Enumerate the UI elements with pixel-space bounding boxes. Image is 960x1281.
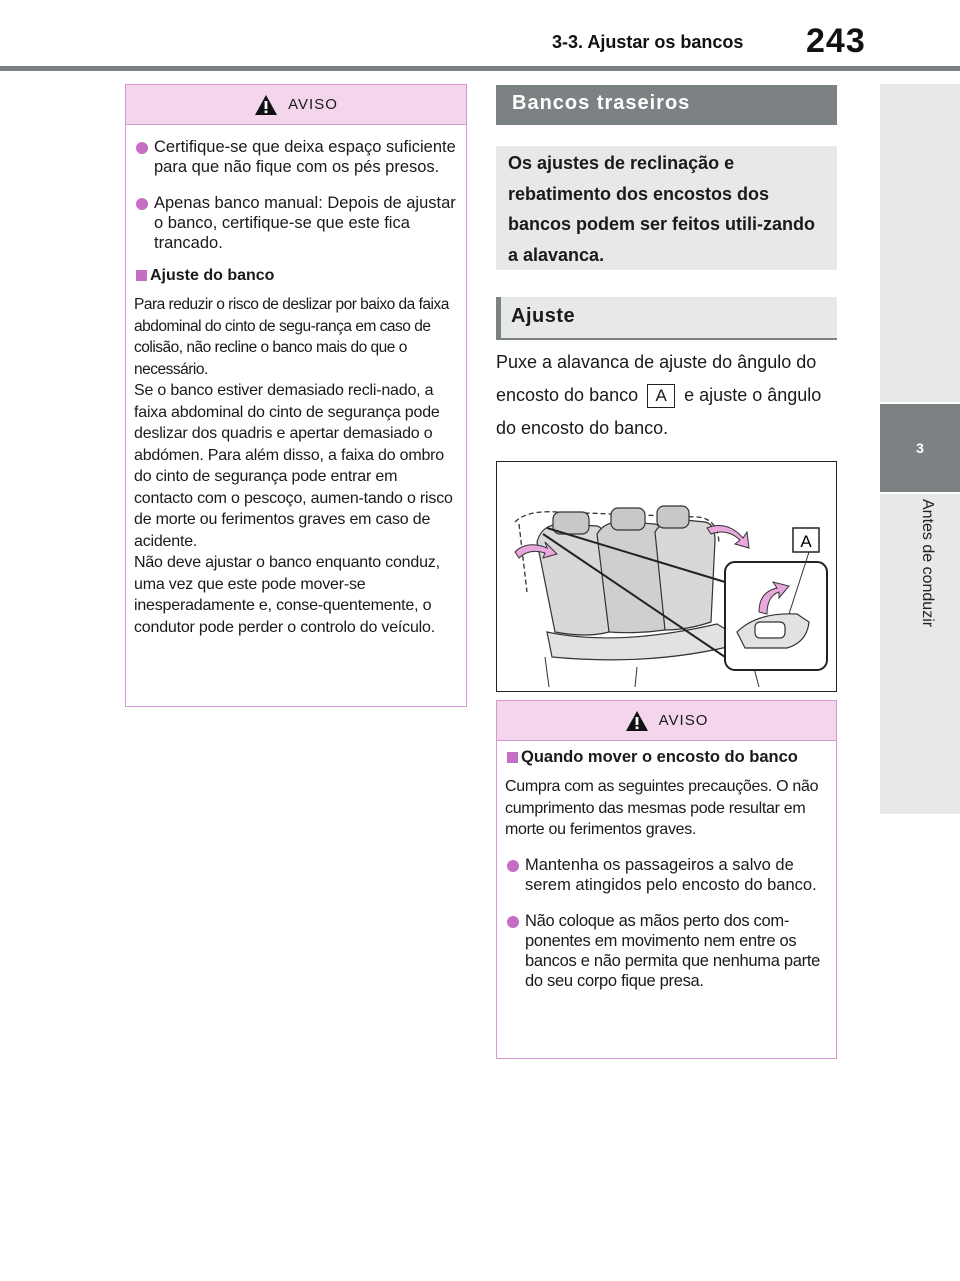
warning-header [497, 701, 836, 741]
warning-paragraph: Para reduzir o risco de deslizar por baixo da faixa abdominal do cinto de segu-rança em caso de colisão, não recline o banco mais do que o necessário. [134, 296, 449, 378]
warning-header [126, 85, 466, 125]
warning-title: AVISO [288, 96, 338, 113]
instruction-text-part: e ajuste o ângulo do encosto do banco. [496, 385, 822, 438]
warning-subheading: Quando mover o encosto do banco [505, 747, 828, 768]
instruction-text-part: Puxe a alavanca de ajuste do ângulo do encosto do banco [496, 352, 817, 405]
chapter-title: Antes de conduzir [919, 499, 936, 628]
right-warning-box [496, 700, 837, 1059]
warning-triangle-icon [254, 94, 278, 116]
instruction-text [496, 346, 841, 445]
section-title: 3-3. Ajustar os bancos [552, 32, 744, 52]
rear-seat-illustration [496, 461, 837, 692]
warning-paragraph: Se o banco estiver demasiado recli-nado, a faixa abdominal do cinto de segurança pode deslizar dos quadris e apertar demasiado o abdómen. Para além disso, a faixa do ombro do cinto de segurança pode entrar em contacto com o pescoço, aumen-tando o risco de morte ou ferimentos graves em caso de acidente. [134, 382, 453, 550]
warning-paragraph: Cumpra com as seguintes precauções. O não cumprimento das mesmas pode resultar em morte ou ferimentos graves. [505, 778, 819, 838]
header-rule [0, 66, 960, 71]
warning-bullet: Apenas banco manual: Depois de ajustar o banco, certifique-se que este fica trancado. [134, 193, 458, 253]
subsection-heading: Ajuste [496, 297, 837, 340]
warning-triangle-icon [625, 710, 649, 732]
warning-bullet: Certifique-se que deixa espaço suficiente para que não fique com os pés presos. [134, 137, 458, 177]
warning-title: AVISO [658, 712, 709, 729]
left-warning-box [125, 84, 467, 707]
chapter-side-tab [880, 84, 960, 1184]
warning-paragraph: Não deve ajustar o banco enquanto conduz, uma vez que este pode mover-se inesperadamente e, conse-quentemente, o condutor pode perder o controlo do veículo. [134, 554, 440, 636]
warning-subheading: Ajuste do banco [134, 265, 458, 286]
warning-bullet: Não coloque as mãos perto dos com-ponentes em movimento nem entre os bancos e não permita que nenhuma parte do seu corpo fique presa. [505, 911, 828, 991]
section-heading: Bancos traseiros [496, 85, 837, 125]
figure-callout-label: A [800, 532, 812, 551]
rear-seat-drawing [497, 462, 837, 692]
side-tab-top [880, 84, 960, 402]
warning-bullet: Mantenha os passageiros a salvo de serem atingidos pelo encosto do banco. [505, 855, 828, 895]
page-number: 243 [806, 22, 866, 60]
chapter-number: 3 [880, 404, 960, 492]
callout-label: A [647, 384, 675, 408]
intro-box: Os ajustes de reclinação e rebatimento dos encostos dos bancos podem ser feitos utili-zando a alavanca. [496, 146, 837, 270]
